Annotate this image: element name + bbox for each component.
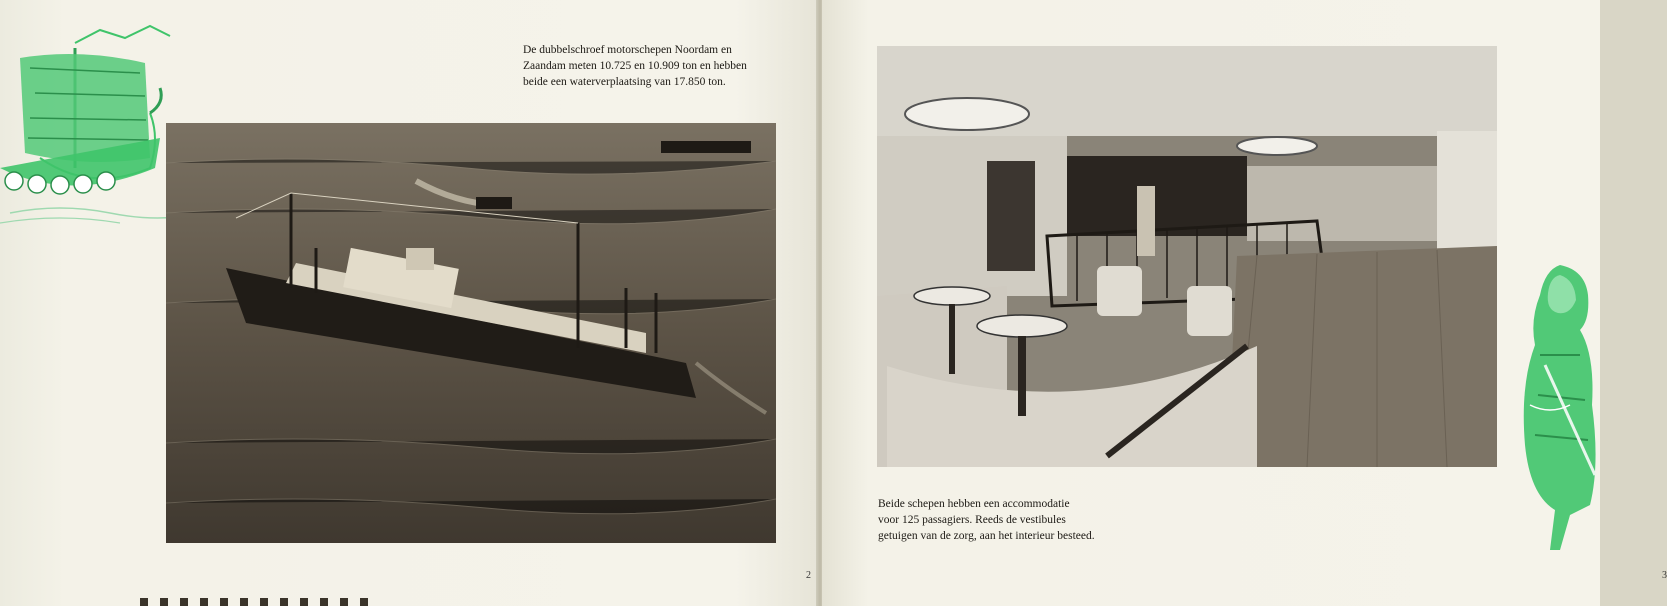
caption-ship-specs: [523, 42, 779, 90]
knight-figure-icon: [1510, 265, 1600, 555]
page-number: 3: [1662, 570, 1667, 581]
caption-line: getuigen van de zorg, aan het interieur besteed.: [878, 530, 1095, 542]
caption-line: beide een waterverplaatsing van 17.850 ton.: [523, 76, 726, 88]
caption-line: De dubbelschroef motorschepen Noordam en: [523, 44, 732, 56]
page-number: 2: [806, 570, 811, 581]
caption-line: Zaandam meten 10.725 en 10.909 ton en hebben: [523, 60, 747, 72]
ship-photo: [166, 123, 776, 543]
caption-line: Beide schepen hebben een accommodatie: [878, 498, 1070, 510]
bottom-border-ornament: [140, 596, 440, 606]
interior-photo: [877, 46, 1497, 467]
left-page: [0, 0, 818, 606]
caption-line: voor 125 passagiers. Reeds de vestibules: [878, 514, 1066, 526]
caption-accommodation: [878, 496, 1114, 544]
